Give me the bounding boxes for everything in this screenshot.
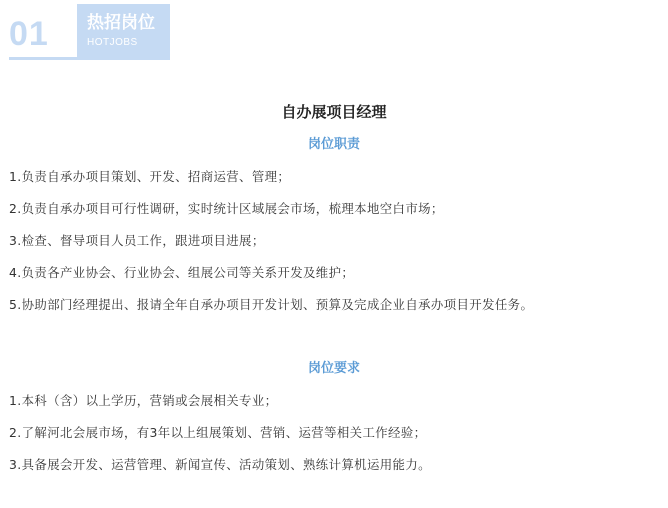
requirements-heading: 岗位要求 [307, 361, 360, 376]
requirement-item-2: 2.了解河北会展市场，有3年以上组展策划、营销、运营等相关工作经验； [9, 425, 427, 440]
section-number-underline [9, 57, 77, 60]
section-number: 01 [9, 15, 49, 53]
requirement-item-1: 1.本科（含）以上学历，营销或会展相关专业； [9, 393, 278, 408]
section-title-box [77, 4, 170, 60]
section-title: 热招岗位 [87, 13, 155, 33]
requirement-item-3: 3.具备展会开发、运营管理、新闻宣传、活动策划、熟练计算机运用能力。 [9, 457, 431, 472]
section-subtitle: HOTJOBS [87, 37, 138, 48]
duty-item-5: 5.协助部门经理提出、报请全年自承办项目开发计划、预算及完成企业自承办项目开发任务。 [9, 297, 534, 312]
section-badge [0, 0, 175, 65]
duty-item-4: 4.负责各产业协会、行业协会、组展公司等关系开发及维护； [9, 265, 355, 280]
duty-item-3: 3.检查、督导项目人员工作，跟进项目进展； [9, 233, 265, 248]
duties-heading: 岗位职责 [307, 137, 360, 152]
duty-item-1: 1.负责自承办项目策划、开发、招商运营、管理； [9, 169, 291, 184]
duty-item-2: 2.负责自承办项目可行性调研，实时统计区域展会市场，梳理本地空白市场； [9, 201, 444, 216]
job-title: 自办展项目经理 [281, 103, 387, 121]
